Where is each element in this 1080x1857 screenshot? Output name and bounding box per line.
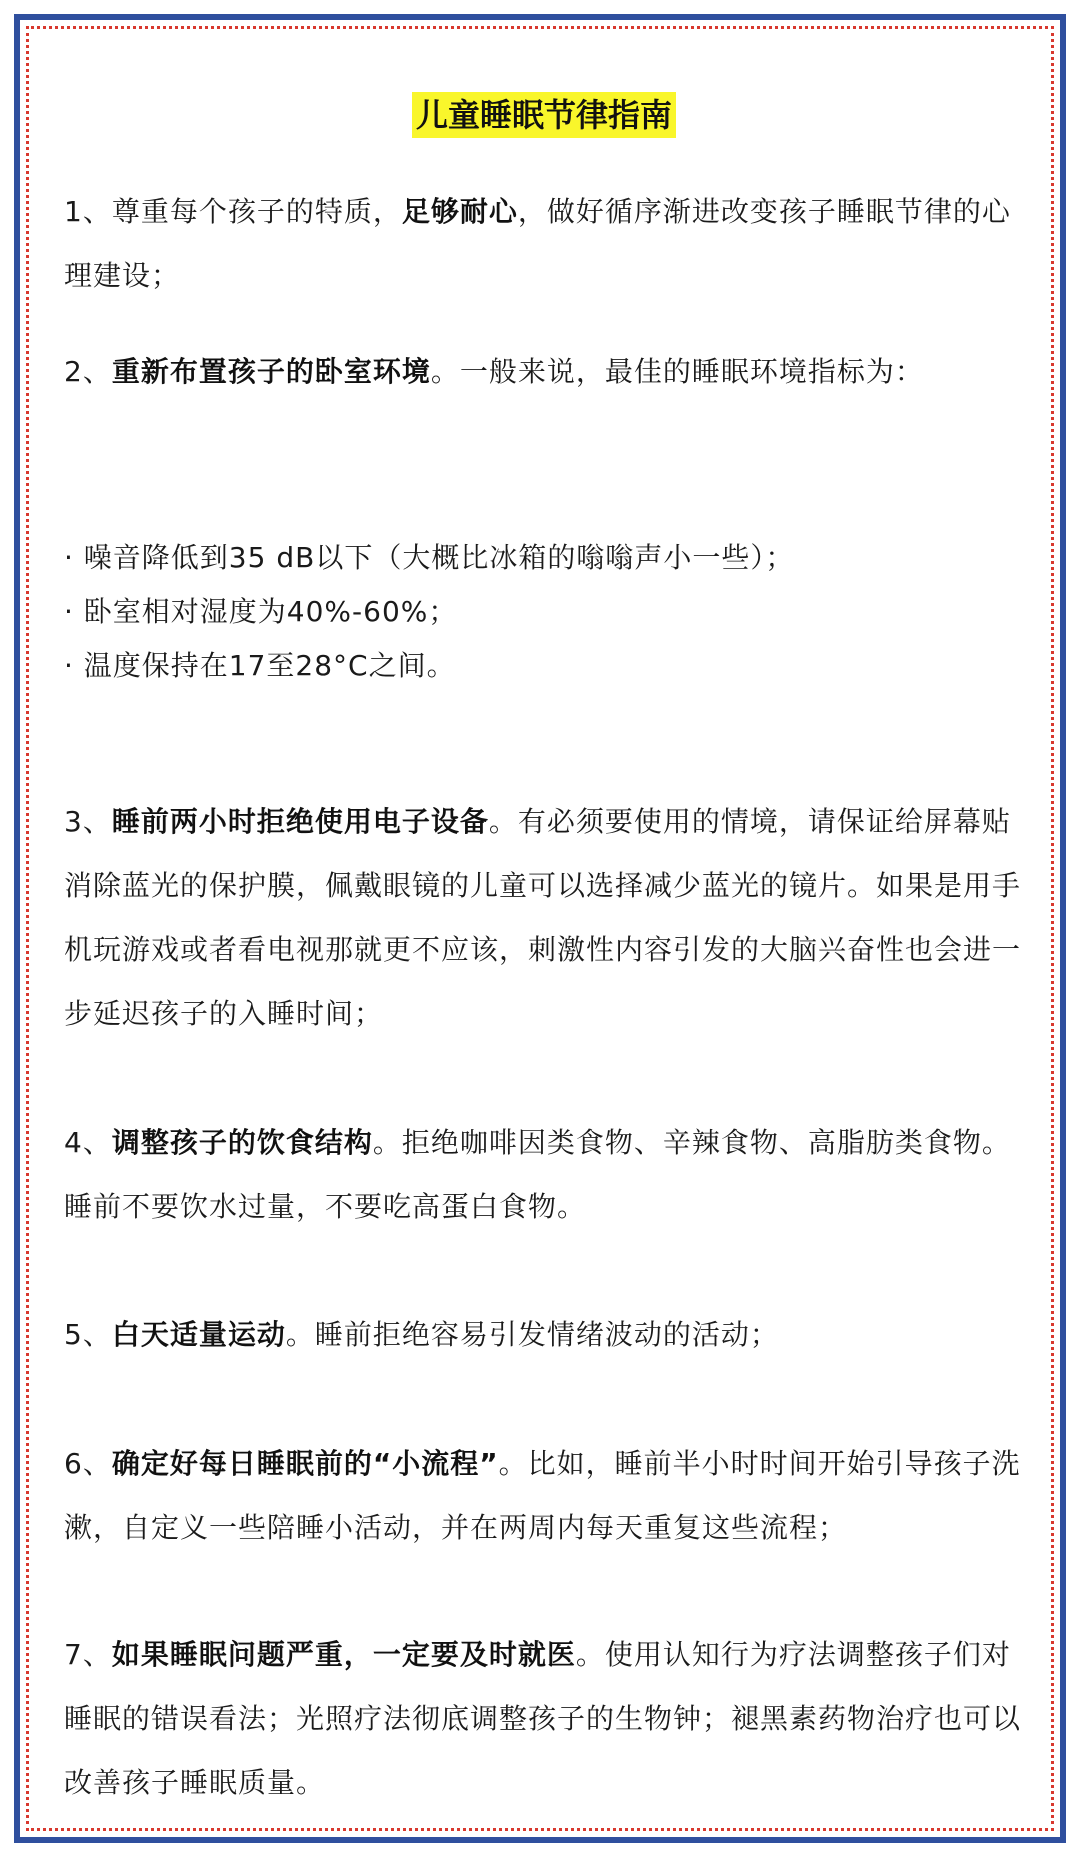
item-6 (64, 1432, 1024, 1560)
bullet-noise: · 噪音降低到35 dB以下（大概比冰箱的嗡嗡声小一些）； (64, 541, 795, 574)
item-4-bold: 调整孩子的饮食结构 (111, 1126, 373, 1159)
item-3-bold: 睡前两小时拒绝使用电子设备 (111, 805, 489, 838)
item-5-num: 5、 (64, 1318, 112, 1351)
env-bullets (64, 531, 1024, 693)
item-6-bold: 确定好每日睡眠前的“小流程” (111, 1447, 499, 1480)
page-title: 儿童睡眠节律指南 (412, 92, 676, 138)
item-1-bold: 足够耐心 (401, 195, 518, 228)
item-1 (64, 180, 1024, 308)
item-5 (64, 1303, 1024, 1367)
item-2 (64, 340, 1024, 404)
item-7-bold: 如果睡眠问题严重，一定要及时就医 (111, 1638, 576, 1671)
item-1-num: 1、 (64, 195, 112, 228)
item-3-num: 3、 (64, 805, 112, 838)
item-6-post: 。比如，睡前半小时时间开始引导孩子洗漱，自定义一些陪睡小活动，并在两周内每天重复这些流程； (64, 1447, 1021, 1544)
item-7-num: 7、 (64, 1638, 112, 1671)
bullet-temperature: · 温度保持在17至28°C之间。 (64, 649, 456, 682)
item-4-num: 4、 (64, 1126, 112, 1159)
item-4-post: 。拒绝咖啡因类食物、辛辣食物、高脂肪类食物。睡前不要饮水过量，不要吃高蛋白食物。 (64, 1126, 1011, 1223)
item-1-pre: 尊重每个孩子的特质， (111, 195, 402, 228)
item-3-post: 。有必须要使用的情境，请保证给屏幕贴消除蓝光的保护膜，佩戴眼镜的儿童可以选择减少蓝光的镜片。如果是用手机玩游戏或者看电视那就更不应该，刺激性内容引发的大脑兴奋性也会进一步延迟孩子的入睡时间； (64, 805, 1022, 1030)
item-2-num: 2、 (64, 355, 112, 388)
bullet-humidity: · 卧室相对湿度为40%-60%； (64, 595, 458, 628)
item-2-post: 。一般来说，最佳的睡眠环境指标为： (430, 355, 924, 388)
item-6-num: 6、 (64, 1447, 112, 1480)
item-7-post: 。使用认知行为疗法调整孩子们对睡眠的错误看法；光照疗法彻底调整孩子的生物钟；褪黑素药物治疗也可以改善孩子睡眠质量。 (64, 1638, 1022, 1799)
item-5-post: 。睡前拒绝容易引发情绪波动的活动； (285, 1318, 779, 1351)
item-5-bold: 白天适量运动 (111, 1318, 286, 1351)
title-wrap (64, 92, 1024, 138)
item-7 (64, 1623, 1024, 1815)
item-4 (64, 1111, 1024, 1239)
item-2-bold: 重新布置孩子的卧室环境 (111, 355, 431, 388)
item-1-post: ，做好循序渐进改变孩子睡眠节律的心理建设； (64, 195, 1011, 292)
item-3 (64, 790, 1024, 1046)
